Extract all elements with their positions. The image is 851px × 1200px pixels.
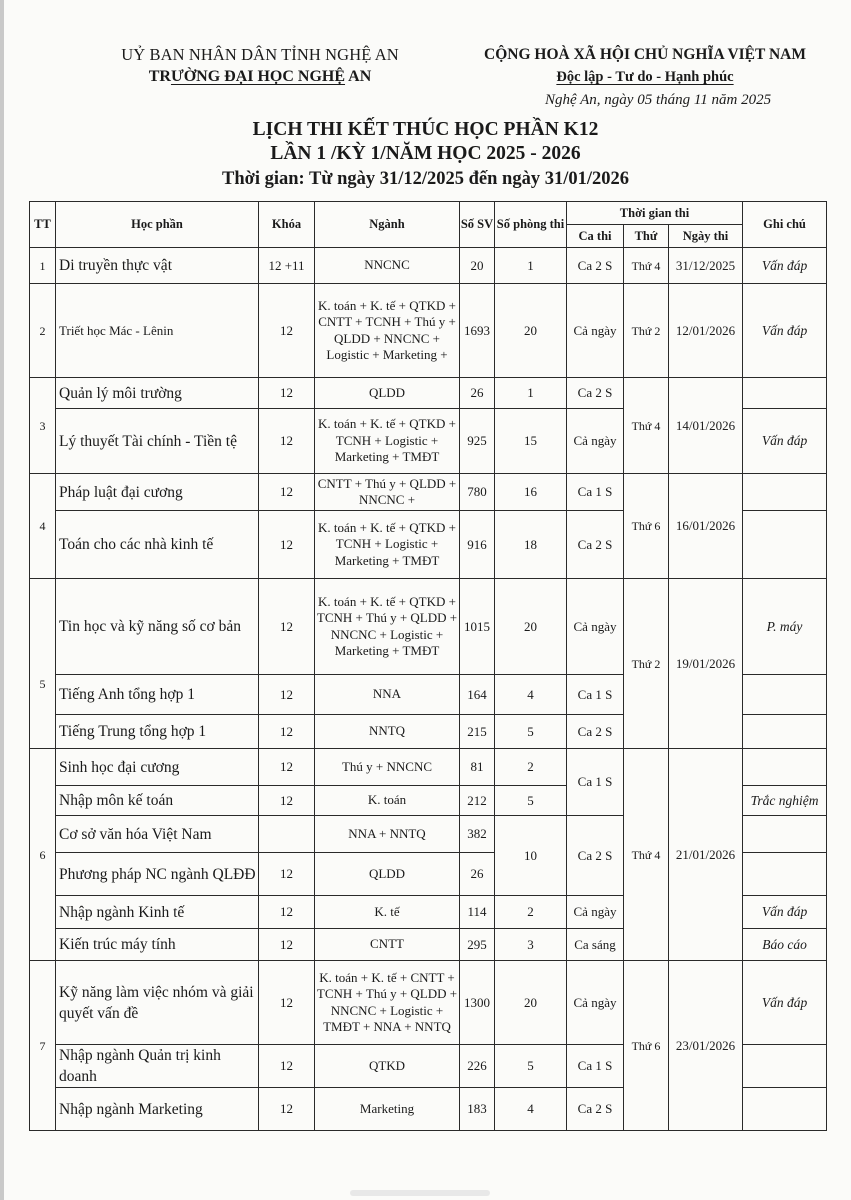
session-cell: Ca 1 S — [567, 675, 624, 715]
session-cell: Cả ngày — [567, 284, 624, 378]
major-cell: Marketing — [315, 1088, 460, 1131]
session-cell: Ca 2 S — [567, 378, 624, 409]
session-cell: Cả ngày — [567, 896, 624, 929]
school-name — [90, 66, 430, 88]
subject-cell: Nhập môn kế toán — [56, 786, 259, 816]
course-cell: 12 — [259, 961, 315, 1045]
major-cell: K. toán + K. tế + QTKD + TCNH + Thú y + QLDD + NNCNC + Logistic + Marketing + TMĐT — [315, 579, 460, 675]
subject-cell: Di truyền thực vật — [56, 248, 259, 284]
major-cell: K. toán + K. tế + QTKD + TCNH + Logistic + Marketing + TMĐT — [315, 511, 460, 579]
date-cell: 31/12/2025 — [669, 248, 743, 284]
major-cell: QLDD — [315, 378, 460, 409]
note-cell — [743, 816, 827, 853]
note-cell: Vấn đáp — [743, 961, 827, 1045]
students-cell: 382 — [460, 816, 495, 853]
subject-cell: Kiến trúc máy tính — [56, 929, 259, 961]
students-cell: 215 — [460, 715, 495, 749]
note-cell — [743, 1088, 827, 1131]
session-cell: Cả ngày — [567, 409, 624, 474]
subject-cell: Toán cho các nhà kinh tế — [56, 511, 259, 579]
table-body — [30, 248, 827, 1131]
exam-period: Thời gian: Từ ngày 31/12/2025 đến ngày 31/01/2026 — [221, 169, 629, 189]
header-weekday: Thứ — [624, 225, 669, 248]
major-cell: CNTT — [315, 929, 460, 961]
course-cell: 12 — [259, 579, 315, 675]
header-date: Ngày thi — [669, 225, 743, 248]
note-cell — [743, 511, 827, 579]
major-cell: Thú y + NNCNC — [315, 749, 460, 786]
students-cell: 1015 — [460, 579, 495, 675]
major-cell: NNA — [315, 675, 460, 715]
school-name-underlined: ƯỜNG ĐẠI HỌC NGHỆ — [170, 68, 346, 85]
rooms-cell: 4 — [495, 1088, 567, 1131]
session-cell: Ca 2 S — [567, 248, 624, 284]
weekday-cell: Thứ 4 — [624, 248, 669, 284]
header-tt: TT — [30, 202, 56, 248]
major-cell: CNTT + Thú y + QLDD + NNCNC + — [315, 474, 460, 511]
rooms-cell: 2 — [495, 896, 567, 929]
weekday-cell: Thứ 4 — [624, 378, 669, 474]
students-cell: 26 — [460, 853, 495, 896]
students-cell: 212 — [460, 786, 495, 816]
header-note: Ghi chú — [743, 202, 827, 248]
course-cell: 12 — [259, 896, 315, 929]
students-cell: 26 — [460, 378, 495, 409]
major-cell: K. toán + K. tế + QTKD + CNTT + TCNH + Thú y + QLDD + NNCNC + Logistic + Marketing + — [315, 284, 460, 378]
authority-name: UỶ BAN NHÂN DÂN TỈNH NGHỆ AN — [121, 45, 399, 64]
rooms-cell: 20 — [495, 579, 567, 675]
note-cell — [743, 474, 827, 511]
national-motto: Độc lập - Tư do - Hạnh phúc — [556, 69, 734, 85]
group-number: 3 — [30, 378, 56, 474]
note-cell: Vấn đáp — [743, 896, 827, 929]
header-course: Khóa — [259, 202, 315, 248]
school-name-prefix: TR — [148, 68, 171, 85]
rooms-cell: 5 — [495, 715, 567, 749]
note-cell — [743, 1045, 827, 1088]
subject-cell: Nhập ngành Quản trị kinh doanh — [56, 1045, 259, 1088]
date-cell: 23/01/2026 — [669, 961, 743, 1131]
rooms-cell: 1 — [495, 248, 567, 284]
table-header — [30, 202, 827, 248]
subject-cell: Quản lý môi trường — [56, 378, 259, 409]
students-cell: 20 — [460, 248, 495, 284]
table-row — [30, 749, 827, 786]
session-cell: Ca 1 S — [567, 474, 624, 511]
note-cell — [743, 378, 827, 409]
major-cell: QLDD — [315, 853, 460, 896]
rooms-cell: 15 — [495, 409, 567, 474]
rooms-cell: 1 — [495, 378, 567, 409]
students-cell: 916 — [460, 511, 495, 579]
header-session: Ca thi — [567, 225, 624, 248]
subject-cell: Tin học và kỹ năng số cơ bản — [56, 579, 259, 675]
session-cell: Ca 2 S — [567, 816, 624, 896]
issuer-header — [90, 44, 430, 88]
exam-schedule-table — [29, 201, 827, 1131]
students-cell: 164 — [460, 675, 495, 715]
note-cell: Vấn đáp — [743, 284, 827, 378]
weekday-cell: Thứ 2 — [624, 579, 669, 749]
course-cell: 12 — [259, 749, 315, 786]
note-cell: P. máy — [743, 579, 827, 675]
students-cell: 81 — [460, 749, 495, 786]
course-cell: 12 — [259, 511, 315, 579]
rooms-cell: 18 — [495, 511, 567, 579]
group-number: 1 — [30, 248, 56, 284]
rooms-cell: 2 — [495, 749, 567, 786]
rooms-cell: 10 — [495, 816, 567, 896]
table-row — [30, 579, 827, 675]
document-title: LỊCH THI KẾT THÚC HỌC PHẦN K12 — [252, 119, 599, 140]
session-cell: Ca sáng — [567, 929, 624, 961]
nation-name: CỘNG HOÀ XÃ HỘI CHỦ NGHĨA VIỆT NAM — [484, 46, 806, 63]
school-name-suffix: AN — [345, 68, 372, 85]
students-cell: 925 — [460, 409, 495, 474]
course-cell: 12 — [259, 1088, 315, 1131]
table-row — [30, 474, 827, 511]
subject-cell: Kỹ năng làm việc nhóm và giải quyết vấn đề — [56, 961, 259, 1045]
major-cell: QTKD — [315, 1045, 460, 1088]
students-cell: 226 — [460, 1045, 495, 1088]
table-row — [30, 961, 827, 1045]
major-cell: NNA + NNTQ — [315, 816, 460, 853]
rooms-cell: 3 — [495, 929, 567, 961]
session-cell: Ca 2 S — [567, 511, 624, 579]
note-cell — [743, 715, 827, 749]
weekday-cell: Thứ 2 — [624, 284, 669, 378]
date-cell: 14/01/2026 — [669, 378, 743, 474]
session-cell: Ca 2 S — [567, 715, 624, 749]
subject-cell: Phương pháp NC ngành QLĐĐ — [56, 853, 259, 896]
note-cell — [743, 749, 827, 786]
header-exam-time: Thời gian thi — [567, 202, 743, 225]
national-header — [460, 44, 830, 88]
note-cell — [743, 675, 827, 715]
subject-cell: Pháp luật đại cương — [56, 474, 259, 511]
group-number: 7 — [30, 961, 56, 1131]
subject-cell: Nhập ngành Marketing — [56, 1088, 259, 1131]
rooms-cell: 20 — [495, 961, 567, 1045]
major-cell: K. toán + K. tế + QTKD + TCNH + Logistic + Marketing + TMĐT — [315, 409, 460, 474]
scan-artifact — [350, 1190, 490, 1196]
course-cell: 12 — [259, 853, 315, 896]
group-number: 6 — [30, 749, 56, 961]
rooms-cell: 5 — [495, 1045, 567, 1088]
rooms-cell: 4 — [495, 675, 567, 715]
session-cell: Cả ngày — [567, 579, 624, 675]
subject-cell: Lý thuyết Tài chính - Tiền tệ — [56, 409, 259, 474]
students-cell: 780 — [460, 474, 495, 511]
weekday-cell: Thứ 4 — [624, 749, 669, 961]
course-cell: 12 — [259, 378, 315, 409]
header-subject: Học phần — [56, 202, 259, 248]
students-cell: 1693 — [460, 284, 495, 378]
course-cell: 12 — [259, 1045, 315, 1088]
major-cell: K. toán + K. tế + CNTT + TCNH + Thú y + QLDD + NNCNC + Logistic + TMĐT + NNA + NNTQ — [315, 961, 460, 1045]
students-cell: 114 — [460, 896, 495, 929]
subject-cell: Triết học Mác - Lênin — [56, 284, 259, 378]
header-major: Ngành — [315, 202, 460, 248]
session-cell: Ca 1 S — [567, 1045, 624, 1088]
subject-cell: Sinh học đại cương — [56, 749, 259, 786]
major-cell: NNTQ — [315, 715, 460, 749]
group-number: 4 — [30, 474, 56, 579]
note-cell: Vấn đáp — [743, 409, 827, 474]
subject-cell: Tiếng Trung tổng hợp 1 — [56, 715, 259, 749]
subject-cell: Cơ sở văn hóa Việt Nam — [56, 816, 259, 853]
header-students: Số SV — [460, 202, 495, 248]
session-cell: Cả ngày — [567, 961, 624, 1045]
note-cell: Trắc nghiệm — [743, 786, 827, 816]
date-cell: 19/01/2026 — [669, 579, 743, 749]
students-cell: 1300 — [460, 961, 495, 1045]
rooms-cell: 20 — [495, 284, 567, 378]
date-cell: 12/01/2026 — [669, 284, 743, 378]
subject-cell: Nhập ngành Kinh tế — [56, 896, 259, 929]
table-row — [30, 378, 827, 409]
weekday-cell: Thứ 6 — [624, 961, 669, 1131]
course-cell: 12 — [259, 474, 315, 511]
session-cell: Ca 1 S — [567, 749, 624, 816]
document-subtitle: LẦN 1 /KỲ 1/NĂM HỌC 2025 - 2026 — [270, 143, 581, 164]
course-cell: 12 — [259, 786, 315, 816]
session-cell: Ca 2 S — [567, 1088, 624, 1131]
note-cell: Báo cáo — [743, 929, 827, 961]
major-cell: K. toán — [315, 786, 460, 816]
course-cell: 12 — [259, 284, 315, 378]
major-cell: K. tế — [315, 896, 460, 929]
note-cell: Vấn đáp — [743, 248, 827, 284]
students-cell: 295 — [460, 929, 495, 961]
major-cell: NNCNC — [315, 248, 460, 284]
header-rooms: Số phòng thi — [495, 202, 567, 248]
course-cell: 12 — [259, 715, 315, 749]
subject-cell: Tiếng Anh tổng hợp 1 — [56, 675, 259, 715]
date-cell: 16/01/2026 — [669, 474, 743, 579]
place-date: Nghệ An, ngày 05 tháng 11 năm 2025 — [545, 92, 772, 108]
note-cell — [743, 853, 827, 896]
table-row — [30, 248, 827, 284]
group-number: 5 — [30, 579, 56, 749]
students-cell: 183 — [460, 1088, 495, 1131]
date-cell: 21/01/2026 — [669, 749, 743, 961]
rooms-cell: 5 — [495, 786, 567, 816]
course-cell: 12 — [259, 675, 315, 715]
rooms-cell: 16 — [495, 474, 567, 511]
course-cell: 12 — [259, 409, 315, 474]
course-cell — [259, 816, 315, 853]
weekday-cell: Thứ 6 — [624, 474, 669, 579]
course-cell: 12 +11 — [259, 248, 315, 284]
course-cell: 12 — [259, 929, 315, 961]
group-number: 2 — [30, 284, 56, 378]
table-row — [30, 284, 827, 378]
